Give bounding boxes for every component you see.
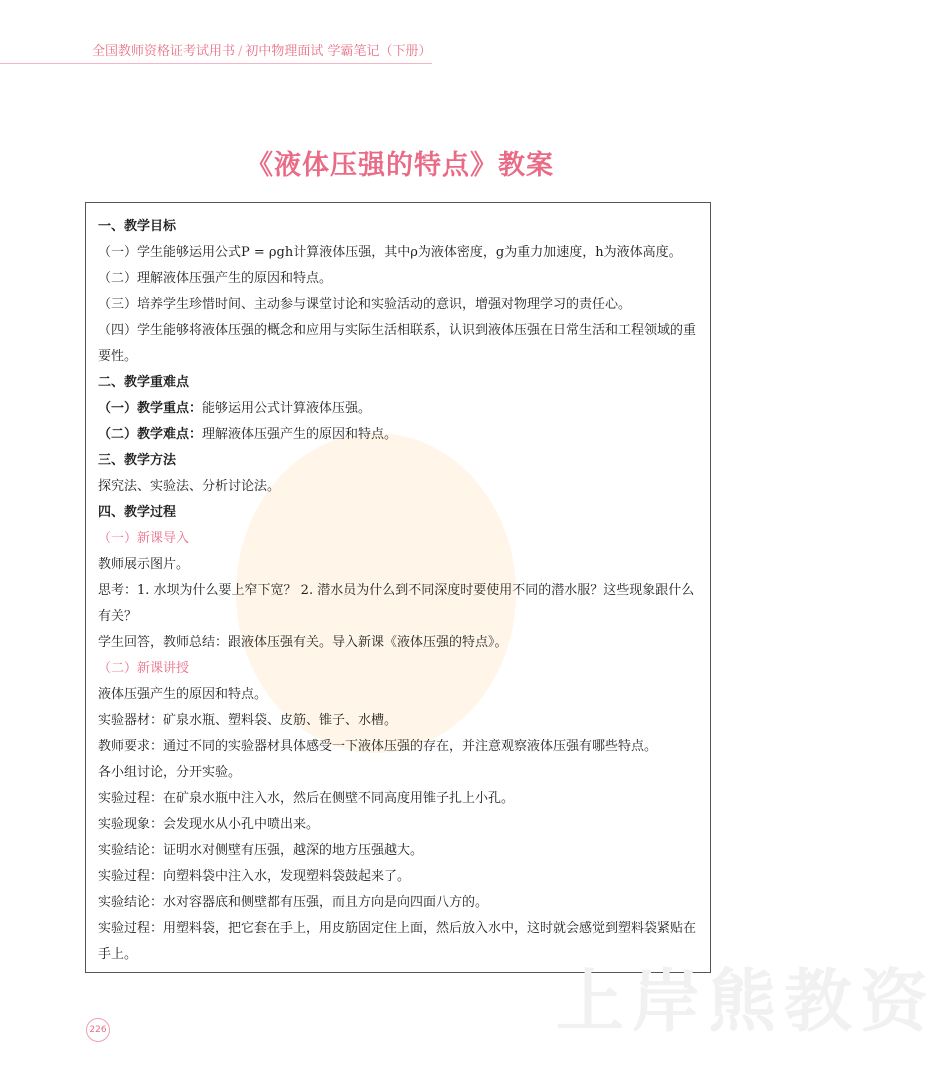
difficulty-label: （二）教学难点： [98, 427, 203, 442]
teach-line: 教师要求：通过不同的实验器材具体感受一下液体压强的存在，并注意观察液体压强有哪些特点。 [98, 739, 658, 754]
header-rule [0, 63, 432, 64]
methods-heading: 三、教学方法 [98, 453, 177, 468]
teach-line: 液体压强产生的原因和特点。 [98, 687, 268, 702]
intro-line: 教师展示图片。 [98, 557, 190, 572]
teach-line: 实验器材：矿泉水瓶、塑料袋、皮筋、锥子、水槽。 [98, 713, 398, 728]
header-separator: ∕ [238, 44, 243, 59]
brand-watermark: 上岸熊教资 [556, 963, 936, 1042]
page-number: 226 [86, 1018, 110, 1042]
goal-item: （一）学生能够运用公式P = ρgh计算液体压强，其中ρ为液体密度，g为重力加速度，h为液体高度。 [98, 245, 682, 260]
process-heading: 四、教学过程 [98, 505, 177, 520]
teach-line: 实验结论：水对容器底和侧壁都有压强，而且方向是向四面八方的。 [98, 895, 489, 910]
goal-item: （四）学生能够将液体压强的概念和应用与实际生活相联系，认识到液体压强在日常生活和工程领域的重要性。 [98, 323, 697, 364]
methods-text: 探究法、实验法、分析讨论法。 [98, 479, 281, 494]
running-header [92, 40, 432, 59]
focus-label: （一）教学重点： [98, 401, 203, 416]
difficulty-line [98, 422, 697, 448]
intro-subheading: （一）新课导入 [98, 531, 190, 546]
goal-item: （二）理解液体压强产生的原因和特点。 [98, 271, 333, 286]
book-series: 全国教师资格证考试用书 [92, 44, 236, 59]
book-title: 初中物理面试 学霸笔记（下册） [245, 44, 432, 59]
teach-line: 实验现象：会发现水从小孔中喷出来。 [98, 817, 320, 832]
key-points-heading: 二、教学重难点 [98, 375, 190, 390]
focus-text: 能够运用公式计算液体压强。 [202, 401, 372, 416]
teach-subheading: （二）新课讲授 [98, 661, 190, 676]
teach-line: 实验结论：证明水对侧壁有压强，越深的地方压强越大。 [98, 843, 424, 858]
teach-line: 实验过程：用塑料袋，把它套在手上，用皮筋固定住上面，然后放入水中，这时就会感觉到塑料袋紧贴在手上。 [98, 921, 697, 962]
goal-item: （三）培养学生珍惜时间、主动参与课堂讨论和实验活动的意识，增强对物理学习的责任心。 [98, 297, 632, 312]
difficulty-text: 理解液体压强产生的原因和特点。 [202, 427, 398, 442]
teach-line: 实验过程：向塑料袋中注入水，发现塑料袋鼓起来了。 [98, 869, 411, 884]
teach-line: 实验过程：在矿泉水瓶中注入水，然后在侧壁不同高度用锥子扎上小孔。 [98, 791, 515, 806]
intro-line: 思考：1. 水坝为什么要上窄下宽？ 2. 潜水员为什么到不同深度时要使用不同的潜水服？这些现象跟什么有关？ [98, 583, 695, 624]
page-title: 《液体压强的特点》教案 [246, 150, 554, 181]
teach-line: 各小组讨论，分开实验。 [98, 765, 242, 780]
intro-line: 学生回答，教师总结：跟液体压强有关。导入新课《液体压强的特点》。 [98, 635, 508, 650]
focus-line [98, 396, 697, 422]
goals-heading: 一、教学目标 [98, 219, 177, 234]
